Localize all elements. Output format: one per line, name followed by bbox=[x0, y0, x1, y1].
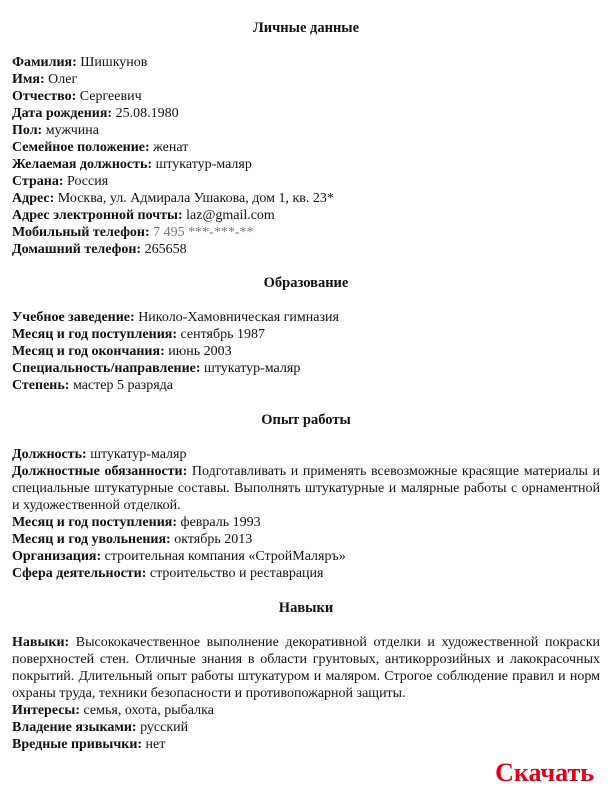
first-name-label: Имя: bbox=[12, 72, 45, 87]
organization-row bbox=[12, 548, 600, 565]
edu-start-row bbox=[12, 326, 600, 343]
marital-row bbox=[12, 139, 600, 156]
personal-heading: Личные данные bbox=[252, 20, 360, 36]
languages-row bbox=[12, 719, 600, 736]
organization-value: строительная компания «СтройМаляръ» bbox=[104, 549, 346, 564]
job-start-label: Месяц и год поступления: bbox=[12, 515, 177, 530]
birth-date-row bbox=[12, 105, 600, 122]
patronymic-label: Отчество: bbox=[12, 89, 77, 104]
address-row bbox=[12, 190, 600, 207]
mobile-value: 7 495 ***-***-** bbox=[153, 225, 254, 240]
duties-label: Должностные обязанности: bbox=[12, 464, 188, 479]
specialty-value: штукатур-маляр bbox=[204, 361, 301, 376]
specialty-label: Специальность/направление: bbox=[12, 361, 201, 376]
last-name-value: Шишкунов bbox=[80, 55, 148, 70]
last-name-label: Фамилия: bbox=[12, 55, 77, 70]
duties-row bbox=[12, 463, 600, 514]
job-position-label: Должность: bbox=[12, 447, 87, 462]
email-label: Адрес электронной почты: bbox=[12, 208, 183, 223]
skills-row bbox=[12, 634, 600, 702]
edu-start-label: Месяц и год поступления: bbox=[12, 327, 177, 342]
skills-heading: Навыки bbox=[278, 600, 334, 616]
industry-value: строительство и реставрация bbox=[149, 566, 324, 581]
skills-fields bbox=[12, 634, 600, 753]
patronymic-value: Сергеевич bbox=[79, 89, 142, 104]
school-label: Учебное заведение: bbox=[12, 310, 135, 325]
patronymic-row bbox=[12, 88, 600, 105]
resume-document bbox=[12, 0, 600, 753]
first-name-row bbox=[12, 71, 600, 88]
country-row bbox=[12, 173, 600, 190]
habits-value: нет bbox=[145, 737, 166, 752]
sex-row bbox=[12, 122, 600, 139]
download-link[interactable]: Скачать bbox=[495, 758, 594, 787]
interests-value: семья, охота, рыбалка bbox=[83, 703, 214, 718]
languages-label: Владение языками: bbox=[12, 720, 137, 735]
specialty-row bbox=[12, 360, 600, 377]
degree-label: Степень: bbox=[12, 378, 70, 393]
degree-row bbox=[12, 377, 600, 394]
country-value: Россия bbox=[67, 174, 109, 189]
marital-value: женат bbox=[153, 140, 189, 155]
sex-value: мужчина bbox=[45, 123, 99, 138]
job-end-row bbox=[12, 531, 600, 548]
degree-value: мастер 5 разряда bbox=[72, 378, 173, 393]
job-end-label: Месяц и год увольнения: bbox=[12, 532, 171, 547]
skills-label: Навыки: bbox=[12, 635, 70, 650]
marital-label: Семейное положение: bbox=[12, 140, 150, 155]
experience-fields bbox=[12, 446, 600, 582]
edu-start-value: сентябрь 1987 bbox=[180, 327, 265, 342]
address-value: Москва, ул. Адмирала Ушакова, дом 1, кв. 23* bbox=[57, 191, 334, 206]
country-label: Страна: bbox=[12, 174, 64, 189]
email-value: laz@gmail.com bbox=[186, 208, 275, 223]
edu-end-label: Месяц и год окончания: bbox=[12, 344, 165, 359]
industry-row bbox=[12, 565, 600, 582]
birth-date-value: 25.08.1980 bbox=[115, 106, 179, 121]
home-phone-row bbox=[12, 241, 600, 258]
organization-label: Организация: bbox=[12, 549, 102, 564]
desired-position-row bbox=[12, 156, 600, 173]
email-row bbox=[12, 207, 600, 224]
duties-value: Подготавливать и применять всевозможные красящие материалы и специальные штукатурные составы. Выполнять штукатурные и малярные работы с орнаментной и художественной отделкой. bbox=[12, 464, 601, 513]
sex-label: Пол: bbox=[12, 123, 43, 138]
interests-row bbox=[12, 702, 600, 719]
job-position-row bbox=[12, 446, 600, 463]
school-value: Николо-Хамовническая гимназия bbox=[138, 310, 339, 325]
habits-row bbox=[12, 736, 600, 753]
industry-label: Сфера деятельности: bbox=[12, 566, 147, 581]
job-position-value: штукатур-маляр bbox=[90, 447, 187, 462]
habits-label: Вредные привычки: bbox=[12, 737, 143, 752]
education-fields bbox=[12, 309, 600, 394]
school-row bbox=[12, 309, 600, 326]
interests-label: Интересы: bbox=[12, 703, 81, 718]
personal-fields bbox=[12, 54, 600, 258]
languages-value: русский bbox=[140, 720, 189, 735]
education-heading: Образование bbox=[263, 275, 349, 291]
experience-heading: Опыт работы bbox=[261, 412, 351, 428]
home-phone-label: Домашний телефон: bbox=[12, 242, 142, 257]
address-label: Адрес: bbox=[12, 191, 55, 206]
mobile-label: Мобильный телефон: bbox=[12, 225, 150, 240]
last-name-row bbox=[12, 54, 600, 71]
edu-end-value: июнь 2003 bbox=[168, 344, 232, 359]
first-name-value: Олег bbox=[48, 72, 78, 87]
home-phone-value: 265658 bbox=[144, 242, 187, 257]
mobile-row bbox=[12, 224, 600, 241]
skills-value: Высококачественное выполнение декоративной отделки и художественной покраски поверхностей стен. Отличные знания в области грунтовых, антикоррозийных и лакокрасочных покрытий. Длительный опыт работы штукатуром и маляром. Строгое соблюдение правил и норм охраны труда, техники безопасности и противопожарной защиты. bbox=[12, 635, 600, 701]
desired-position-label: Желаемая должность: bbox=[12, 157, 153, 172]
edu-end-row bbox=[12, 343, 600, 360]
job-end-value: октябрь 2013 bbox=[174, 532, 253, 547]
job-start-value: февраль 1993 bbox=[180, 515, 261, 530]
birth-date-label: Дата рождения: bbox=[12, 106, 113, 121]
desired-position-value: штукатур-маляр bbox=[155, 157, 252, 172]
job-start-row bbox=[12, 514, 600, 531]
